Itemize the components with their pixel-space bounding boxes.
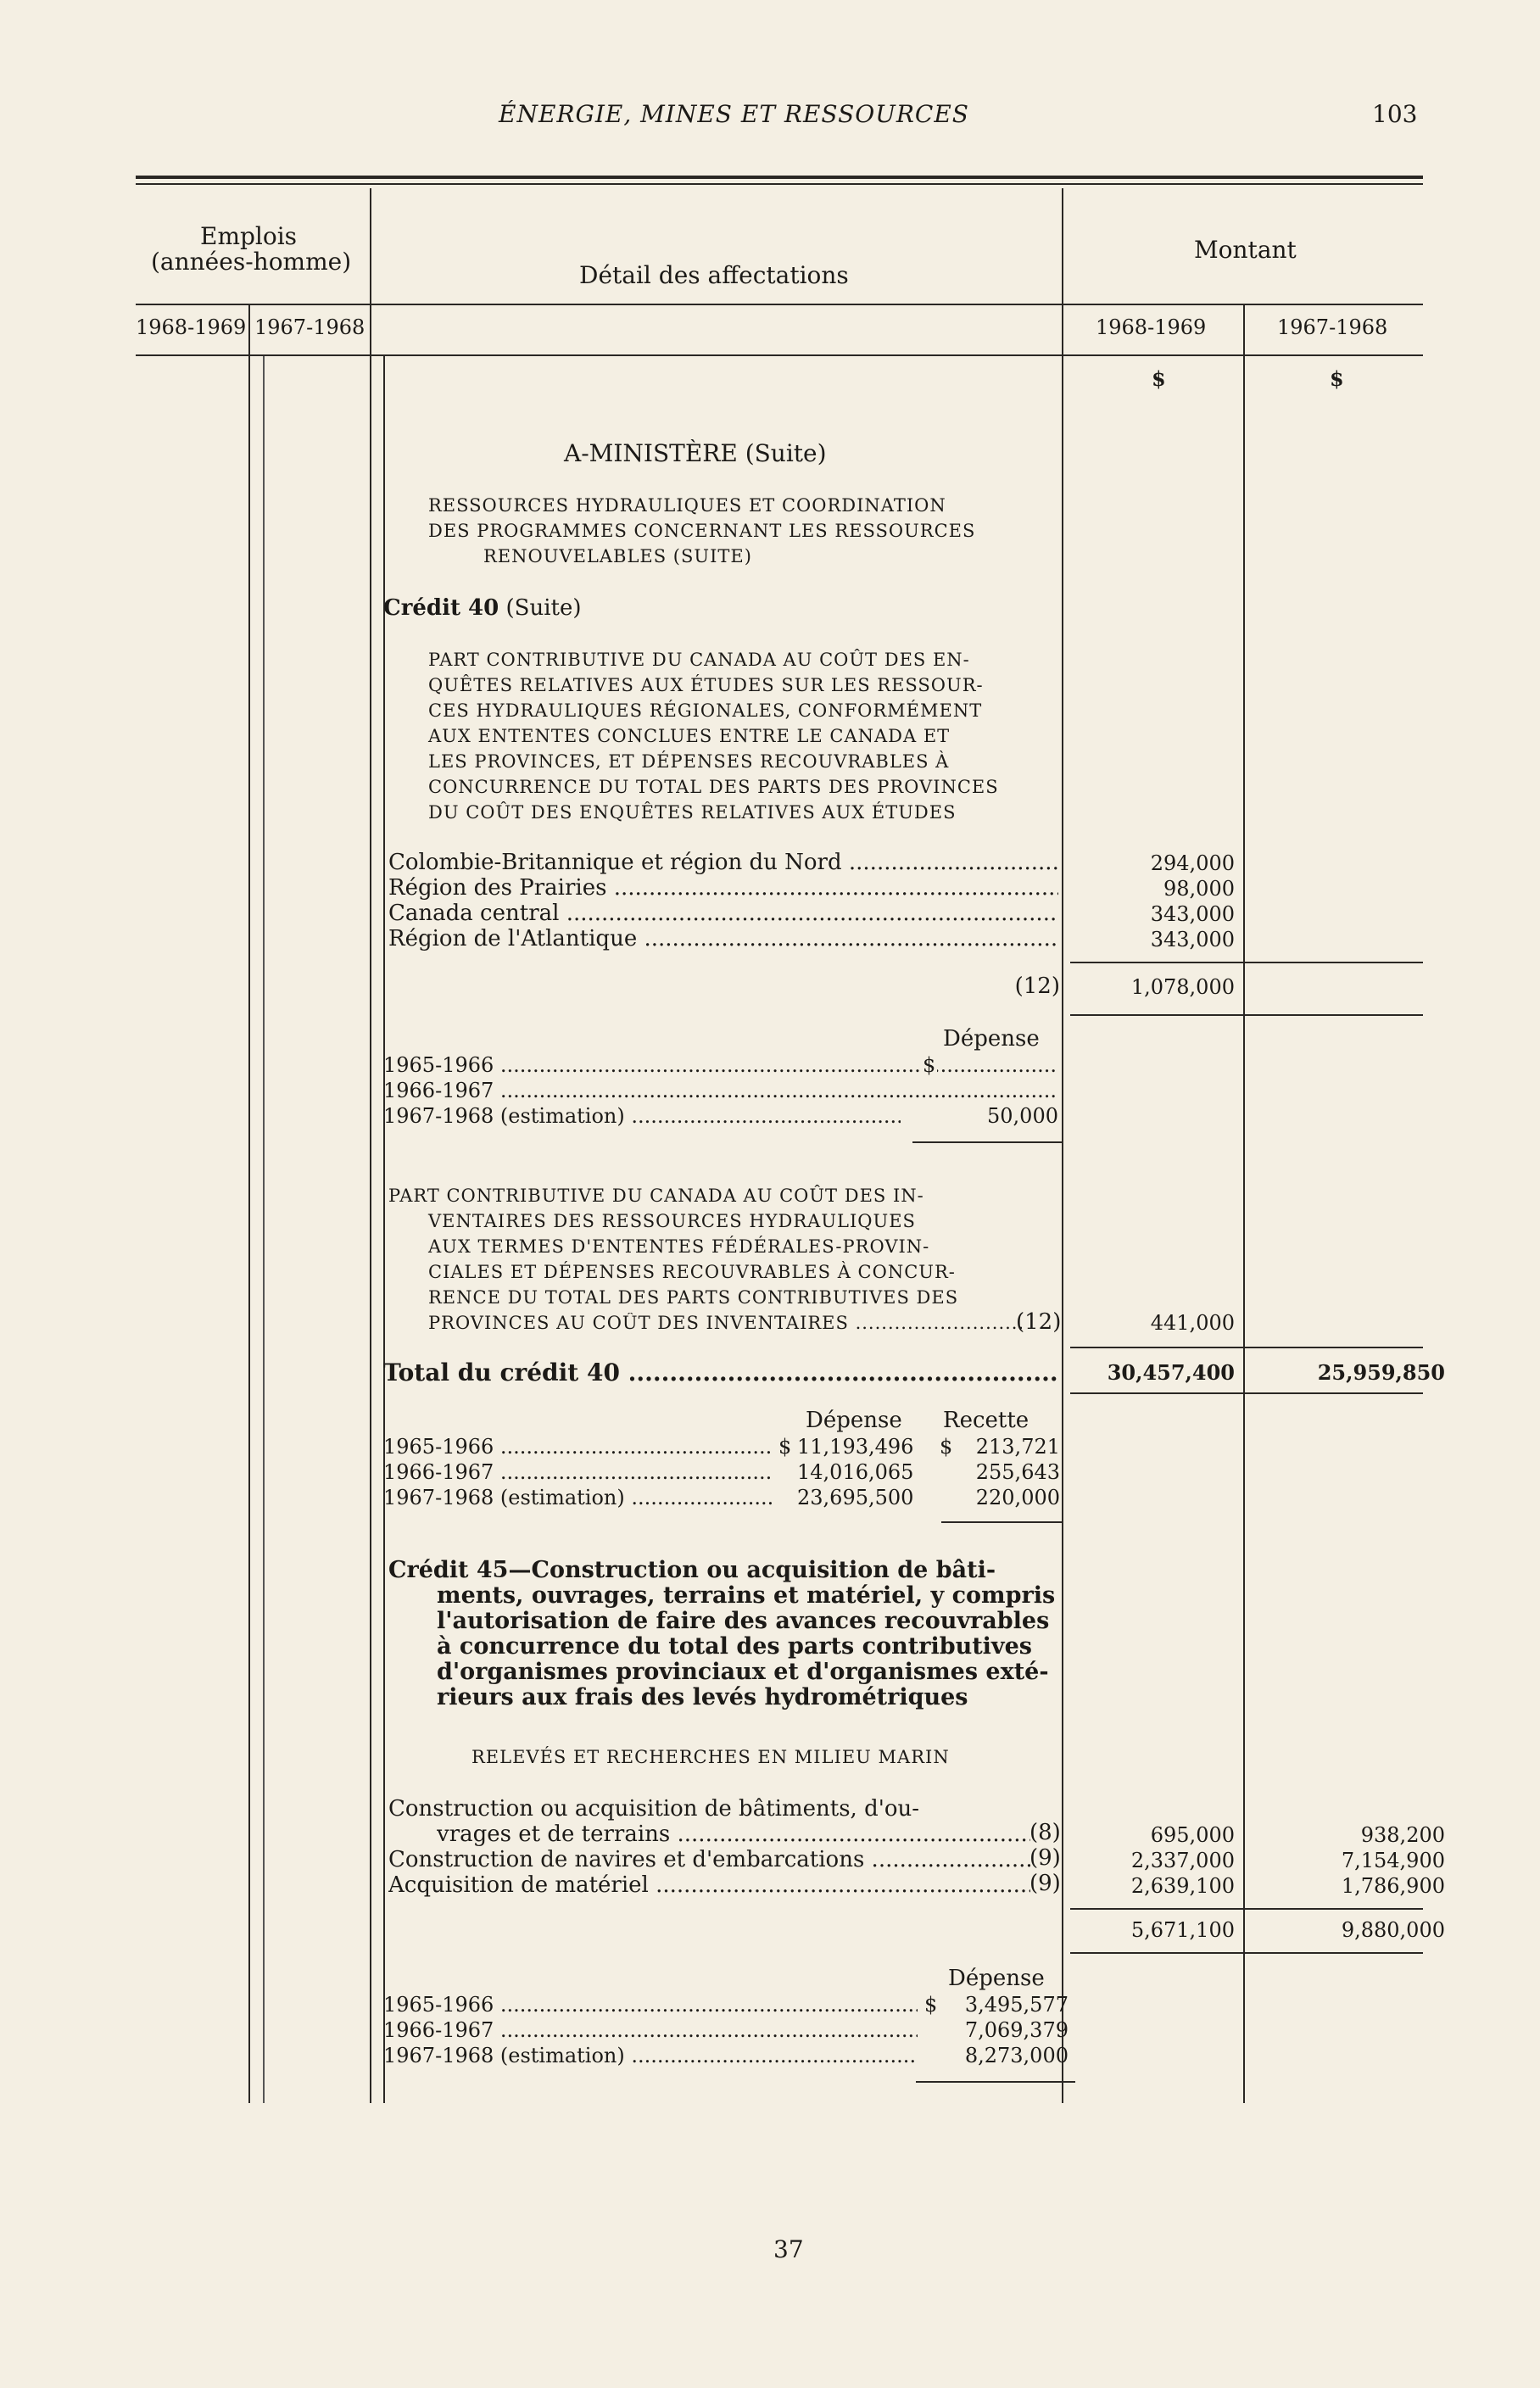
part1-line: LES PROVINCES, ET DÉPENSES RECOUVRABLES À — [428, 751, 950, 772]
total40-hist-recette: 220,000 — [975, 1486, 1060, 1509]
total40-hist-rule — [941, 1521, 1062, 1523]
credit45-heading-line: rieurs aux frais des levés hydrométriques — [437, 1684, 968, 1710]
total40-hist-cur: $ — [778, 1435, 792, 1459]
part1-hist-year: 1965-1966 ..... — [383, 1053, 1058, 1077]
total40-depense-label: Dépense — [806, 1408, 902, 1433]
part2-note: (12) — [1016, 1309, 1062, 1335]
credit45-total-rule-top — [1070, 1908, 1423, 1910]
credit45-item3-amount-current: 2,639,100 — [1130, 1874, 1235, 1898]
part1-item-label: Canada central ..... — [388, 901, 1058, 926]
currency-2: $ — [1330, 366, 1344, 391]
credit45-item3-note: (9) — [1029, 1871, 1061, 1896]
total40-hist-year: 1967-1968 (estimation) ..... — [383, 1486, 773, 1509]
part2-line: AUX TERMES D'ENTENTES FÉDÉRALES-PROVIN- — [428, 1236, 930, 1257]
total40-hist-depense: 14,016,065 — [797, 1460, 914, 1484]
part1-item-label: Colombie-Britannique et région du Nord ..... — [388, 850, 1058, 875]
top-rule-thin — [136, 183, 1423, 185]
credit45-heading-line: ments, ouvrages, terrains et matériel, y compris — [437, 1582, 1056, 1609]
part1-depense-label: Dépense — [943, 1026, 1040, 1052]
credit-40-heading: Crédit 40 (Suite) — [383, 595, 582, 621]
part1-hist-value: 50,000 — [987, 1104, 1058, 1128]
part1-item-amount: 343,000 — [1150, 928, 1235, 951]
part1-note: (12) — [1014, 974, 1060, 999]
part1-item-amount: 343,000 — [1150, 902, 1235, 926]
total40-rule-bottom — [1070, 1392, 1423, 1394]
total40-hist-recette: 213,721 — [975, 1435, 1060, 1459]
total40-hist-year: 1966-1967 ..... — [383, 1460, 773, 1484]
part1-item-amount: 98,000 — [1163, 877, 1235, 901]
section-subtitle-line2: DES PROGRAMMES CONCERNANT LES RESSOURCES — [428, 521, 976, 541]
header-year-3: 1968-1969 — [1096, 315, 1207, 339]
credit45-item1-amount-previous: 938,200 — [1360, 1823, 1445, 1847]
credit45-total-current: 5,671,100 — [1130, 1918, 1235, 1942]
part1-line: CONCURRENCE DU TOTAL DES PARTS DES PROVINCES — [428, 777, 999, 797]
credit45-heading-line: à concurrence du total des parts contributives — [437, 1633, 1032, 1660]
credit45-heading-line: d'organismes provinciaux et d'organismes exté- — [437, 1659, 1049, 1685]
credit45-item1-line1: Construction ou acquisition de bâtiments, d'ou- — [388, 1796, 920, 1822]
credit45-item2-note: (9) — [1029, 1845, 1061, 1871]
part2-line: RENCE DU TOTAL DES PARTS CONTRIBUTIVES DES — [428, 1287, 959, 1308]
section-subtitle-line1: RESSOURCES HYDRAULIQUES ET COORDINATION — [428, 495, 946, 516]
running-title: ÉNERGIE, MINES ET RESSOURCES — [499, 100, 969, 128]
header-detail: Détail des affectations — [579, 261, 849, 289]
montant-rule — [1062, 304, 1423, 305]
credit45-depense-label: Dépense — [948, 1966, 1045, 1991]
part1-item-label: Région de l'Atlantique ..... — [388, 926, 1058, 951]
currency-1: $ — [1152, 366, 1166, 391]
credit45-item1-line2: vrages et de terrains ..... — [437, 1822, 1030, 1847]
credit45-item3-amount-previous: 1,786,900 — [1341, 1874, 1445, 1898]
total40-hist-depense: 23,695,500 — [797, 1486, 914, 1509]
total40-label: Total du crédit 40 ..... — [383, 1359, 1058, 1386]
col-line-left — [263, 356, 265, 2103]
credit45-item2-amount-previous: 7,154,900 — [1341, 1849, 1445, 1872]
top-rule — [136, 176, 1423, 179]
part1-line: PART CONTRIBUTIVE DU CANADA AU COÛT DES EN- — [428, 650, 970, 670]
total40-rule-top — [1070, 1347, 1423, 1348]
credit45-hist-year: 1966-1967 ..... — [383, 2018, 918, 2042]
credit45-hist-year: 1967-1968 (estimation) ..... — [383, 2044, 918, 2067]
section-subtitle-line3: RENOUVELABLES (SUITE) — [483, 546, 752, 566]
part1-total-rule — [1070, 962, 1423, 963]
credit45-total-rule-bottom — [1070, 1952, 1423, 1954]
credit45-hist-year: 1965-1966 ..... — [383, 1993, 918, 2017]
section-title: A-MINISTÈRE (Suite) — [564, 439, 827, 467]
header-year-2: 1967-1968 — [254, 315, 365, 339]
col-divider-emplois — [248, 304, 250, 356]
credit45-hist-cur: $ — [924, 1993, 938, 2017]
credit45-hist-value: 8,273,000 — [964, 2044, 1069, 2067]
credit45-item3-label: Acquisition de matériel ..... — [388, 1872, 1030, 1898]
part1-hist-rule — [912, 1141, 1062, 1143]
page-number: 103 — [1372, 100, 1418, 128]
credit45-item2-label: Construction de navires et d'embarcations ..... — [388, 1847, 1030, 1872]
header-emplois: Emplois — [200, 222, 298, 250]
credit45-hist-value: 3,495,577 — [964, 1993, 1069, 2017]
part1-hist-year: 1967-1968 (estimation) ..... — [383, 1104, 901, 1128]
credit45-heading-line: l'autorisation de faire des avances recouvrables — [437, 1608, 1050, 1634]
credit45-hist-value: 7,069,379 — [964, 2018, 1069, 2042]
total40-amount-previous: 25,959,850 — [1317, 1360, 1445, 1385]
part1-line: CES HYDRAULIQUES RÉGIONALES, CONFORMÉMENT — [428, 700, 983, 721]
part2-line: VENTAIRES DES RESSOURCES HYDRAULIQUES — [428, 1211, 916, 1231]
col-divider-detail-right — [1062, 188, 1063, 2103]
part1-line: AUX ENTENTES CONCLUES ENTRE LE CANADA ET — [428, 726, 951, 746]
total40-hist-cur: $ — [940, 1435, 953, 1459]
part1-item-amount: 294,000 — [1150, 851, 1235, 875]
credit45-heading-line: Crédit 45—Construction ou acquisition de bâti- — [388, 1557, 996, 1583]
part1-line: QUÊTES RELATIVES AUX ÉTUDES SUR LES RESSOUR- — [428, 675, 984, 695]
credit45-subhead: RELEVÉS ET RECHERCHES EN MILIEU MARIN — [471, 1747, 950, 1767]
header-emplois-unit: (années-homme) — [151, 248, 352, 276]
col-divider-montant — [1243, 304, 1245, 2103]
col-divider-detail-left — [370, 188, 371, 2103]
total40-hist-depense: 11,193,496 — [797, 1435, 914, 1459]
page-code: 37 — [773, 2235, 804, 2263]
credit45-hist-rule — [916, 2081, 1075, 2083]
credit45-total-previous: 9,880,000 — [1341, 1918, 1445, 1942]
part1-item-label: Région des Prairies ..... — [388, 875, 1058, 901]
total40-amount-current: 30,457,400 — [1107, 1360, 1235, 1385]
part1-hist-value: $ — [923, 1053, 936, 1077]
part2-amount: 441,000 — [1150, 1311, 1235, 1335]
total40-recette-label: Recette — [943, 1408, 1029, 1433]
total40-hist-year: 1965-1966 ..... — [383, 1435, 773, 1459]
part1-total: 1,078,000 — [1130, 975, 1235, 999]
part1-line: DU COÛT DES ENQUÊTES RELATIVES AUX ÉTUDES — [428, 802, 957, 823]
part1-total-rule-bottom — [1070, 1014, 1423, 1016]
part2-line: PROVINCES AU COÛT DES INVENTAIRES ..... — [428, 1313, 1022, 1333]
subheader-rule — [136, 354, 1423, 356]
header-montant: Montant — [1194, 236, 1297, 264]
part2-line: PART CONTRIBUTIVE DU CANADA AU COÛT DES IN- — [388, 1186, 924, 1206]
header-year-4: 1967-1968 — [1277, 315, 1388, 339]
col-divider-emplois-body — [248, 356, 250, 2103]
credit45-item1-amount-current: 695,000 — [1150, 1823, 1235, 1847]
part1-hist-year: 1966-1967 ..... — [383, 1079, 1058, 1102]
part2-line: CIALES ET DÉPENSES RECOUVRABLES À CONCUR- — [428, 1262, 956, 1282]
credit45-item2-amount-current: 2,337,000 — [1130, 1849, 1235, 1872]
credit45-item1-note: (8) — [1029, 1820, 1061, 1845]
header-year-1: 1968-1969 — [136, 315, 247, 339]
total40-hist-recette: 255,643 — [975, 1460, 1060, 1484]
